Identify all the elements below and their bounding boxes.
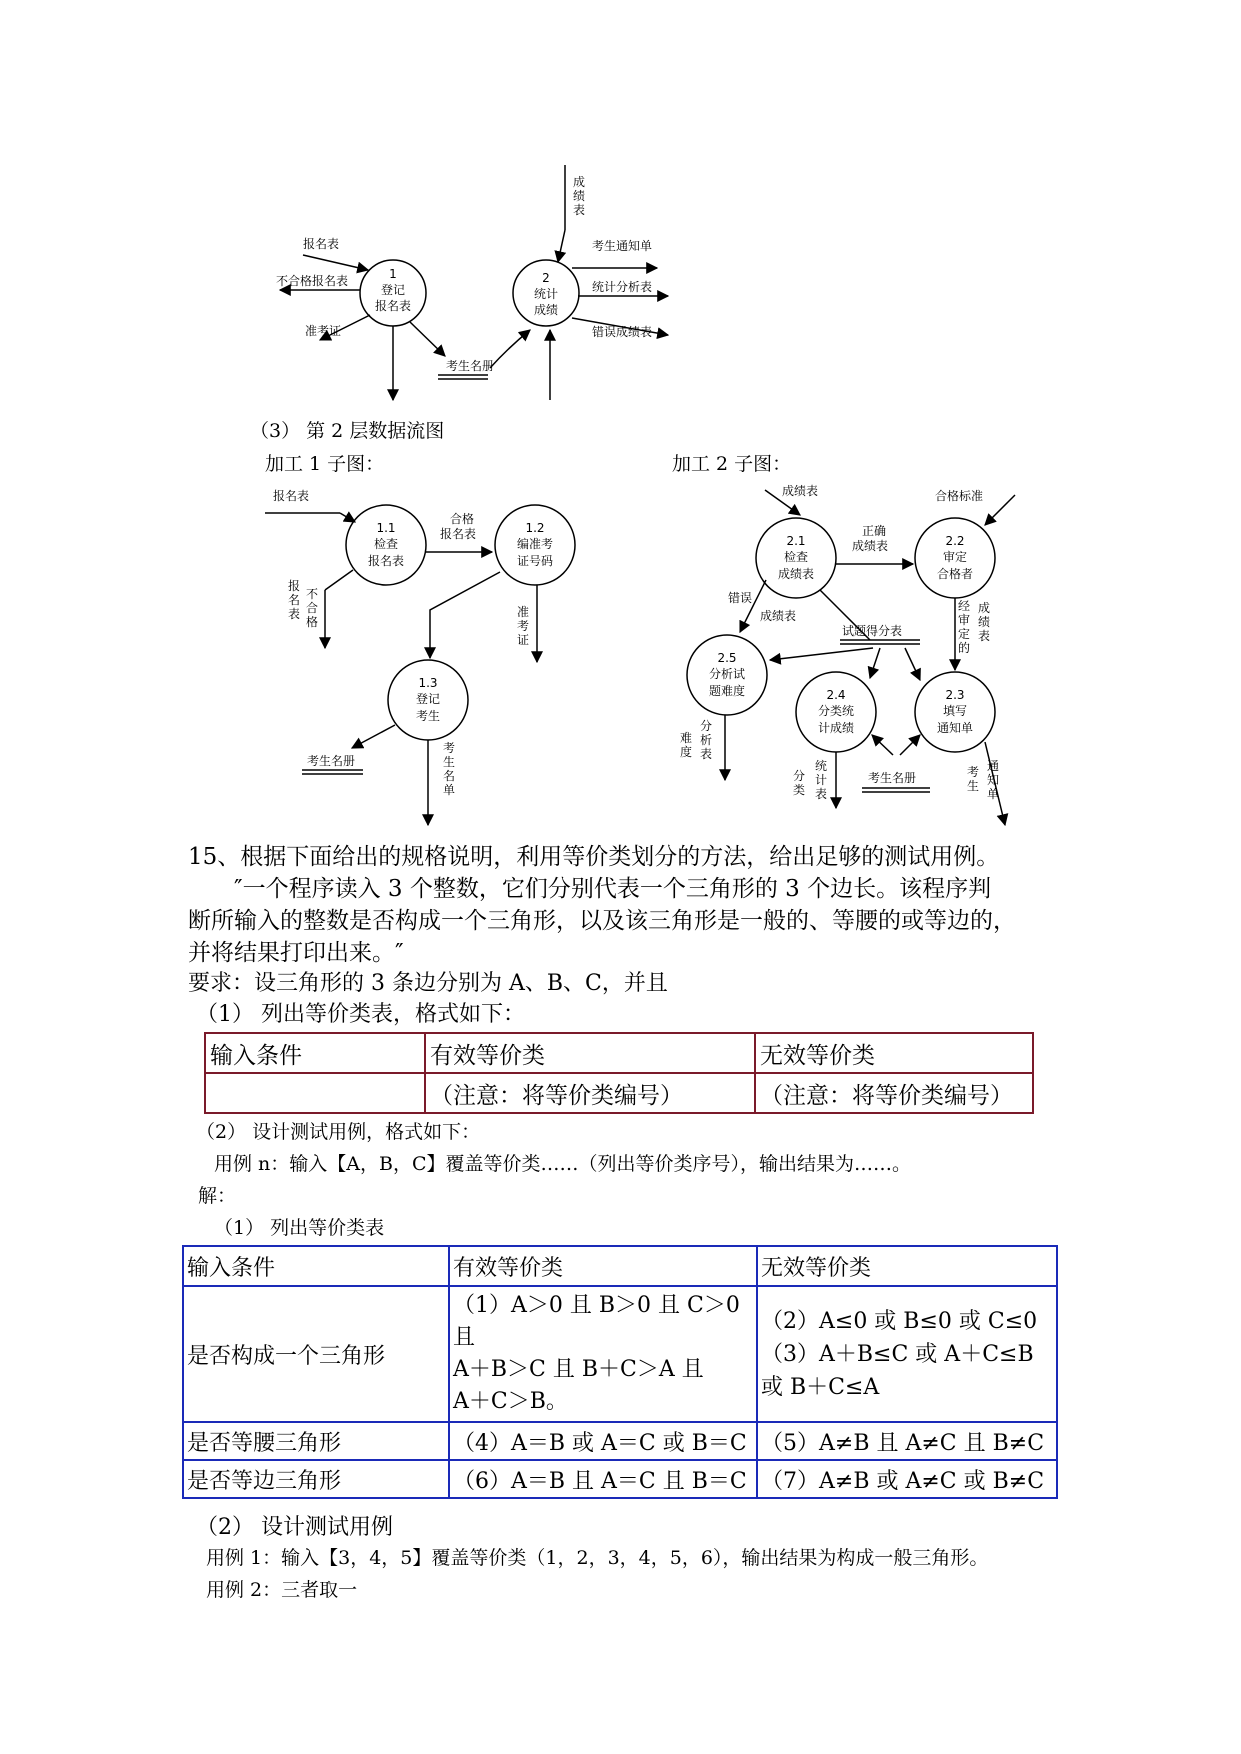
v-j4: 的 xyxy=(958,641,971,655)
p1-num: 1 xyxy=(389,267,397,281)
v-fl1: 分 xyxy=(793,769,806,783)
t1-h3: 无效等价类 xyxy=(755,1033,1033,1073)
p2-l1: 统计 xyxy=(533,287,559,301)
v-c2: 绩 xyxy=(978,615,991,629)
t1-r2: （注意：将等价类编号） xyxy=(425,1073,755,1113)
v-k1: 考 xyxy=(443,741,456,755)
t2-r1-invalid xyxy=(757,1286,1057,1422)
t1-h2: 有效等价类 xyxy=(425,1033,755,1073)
requirement: 要求：设三角形的 3 条边分别为 A、B、C，并且 xyxy=(188,971,668,996)
v-j3: 定 xyxy=(958,627,971,641)
p24-l1: 分类统 xyxy=(817,704,855,718)
v-f3: 表 xyxy=(700,747,713,761)
flow-s1-hege-2: 报名表 xyxy=(440,527,477,541)
t2-r3-invalid: （7）A≠B 或 A≠C 或 B≠C xyxy=(757,1460,1057,1498)
quote-line-1: ″一个程序读入 3 个整数，它们分别代表一个三角形的 3 个边长。该程序判 xyxy=(234,876,992,902)
p25-l1: 分析试 xyxy=(708,667,746,681)
flow-fenxibiao: 统计分析表 xyxy=(592,280,653,294)
quote-line-3: 并将结果打印出来。″ xyxy=(188,940,404,966)
valid-line-4: A＋C＞B。 xyxy=(453,1389,568,1414)
t2-h3: 无效等价类 xyxy=(757,1246,1057,1286)
equivalence-table xyxy=(182,1245,1058,1499)
p2-l2: 成绩 xyxy=(533,303,559,317)
invalid-line-2: （3）A＋B≤C 或 A＋C≤B xyxy=(761,1341,1034,1367)
answer-1: （1） 列出等价类表 xyxy=(214,1217,385,1239)
v-t2: 计 xyxy=(815,773,828,787)
answer-2: （2） 设计测试用例 xyxy=(196,1515,393,1540)
p21-l1: 检查 xyxy=(783,550,809,564)
v-n1: 难 xyxy=(680,731,693,745)
v-c1: 成 xyxy=(978,601,991,615)
flow-s2-cuowu: 错误 xyxy=(728,591,753,605)
v-z3: 证 xyxy=(517,633,530,647)
valid-line-3: A＋B＞C 且 B＋C＞A 且 xyxy=(453,1357,704,1382)
p1-l2: 报名表 xyxy=(374,299,412,313)
t2-r3-valid: （6）A＝B 且 A＝C 且 B＝C xyxy=(449,1460,757,1498)
v-a1: 报 xyxy=(288,579,301,593)
t2-r2-valid: （4）A＝B 或 A＝C 或 B＝C xyxy=(449,1422,757,1460)
p24-l2: 计成绩 xyxy=(817,721,855,735)
flow-zhunkaozheng: 准考证 xyxy=(305,324,342,338)
flow-baomingbiao: 报名表 xyxy=(303,237,340,251)
v-z1: 准 xyxy=(517,605,530,619)
v-b1: 不 xyxy=(306,587,319,601)
t2-r2-cond: 是否等腰三角形 xyxy=(183,1422,449,1460)
p22-l1: 审定 xyxy=(942,550,968,564)
invalid-line-1: （2）A≤0 或 B≤0 或 C≤0 xyxy=(761,1308,1038,1334)
p13-num: 1.3 xyxy=(418,676,438,690)
v-k2: 生 xyxy=(443,755,456,769)
requirement-2b: 用例 n：输入【A，B，C】覆盖等价类……（列出等价类序号），输出结果为……。 xyxy=(214,1153,911,1175)
valid-line-2: 且 xyxy=(453,1325,476,1350)
v-fl2: 类 xyxy=(793,783,806,797)
v-j1: 经 xyxy=(958,599,971,613)
flow-biao: 表 xyxy=(573,203,586,217)
p25-l2: 题难度 xyxy=(708,684,746,698)
v-f1: 分 xyxy=(700,719,713,733)
flow-s2-zq2: 成绩表 xyxy=(852,539,889,553)
p1-l1: 登记 xyxy=(380,283,406,297)
format-table xyxy=(204,1032,1034,1114)
p12-l1: 编准考 xyxy=(516,537,554,551)
flow-s1-baomingbiao: 报名表 xyxy=(273,489,310,503)
v-k3: 名 xyxy=(443,769,456,783)
v-tz1: 通 xyxy=(987,759,1000,773)
p22-l2: 合格者 xyxy=(936,567,974,581)
invalid-line-3: 或 B＋C≤A xyxy=(761,1374,880,1400)
v-a2: 名 xyxy=(288,593,301,607)
t2-h2: 有效等价类 xyxy=(449,1246,757,1286)
p22-num: 2.2 xyxy=(945,534,965,548)
p23-l1: 填写 xyxy=(942,704,968,718)
v-ks2: 生 xyxy=(967,779,980,793)
p2-num: 2 xyxy=(542,271,550,285)
question-15: 15、根据下面给出的规格说明，利用等价类划分的方法，给出足够的测试用例。 xyxy=(188,844,1000,870)
p21-l2: 成绩表 xyxy=(777,567,815,581)
p11-l1: 检查 xyxy=(373,537,399,551)
store-s1: 考生名册 xyxy=(307,754,356,768)
v-tz3: 单 xyxy=(987,787,1000,801)
section3-label: （3） 第 2 层数据流图 xyxy=(250,420,445,442)
v-j2: 审 xyxy=(958,613,971,627)
t1-h1: 输入条件 xyxy=(205,1033,425,1073)
p11-num: 1.1 xyxy=(376,521,396,535)
case-2: 用例 2：三者取一 xyxy=(206,1579,358,1601)
flow-ji: 绩 xyxy=(573,189,586,203)
p12-l2: 证号码 xyxy=(516,554,554,568)
v-b3: 格 xyxy=(306,615,319,629)
v-z2: 考 xyxy=(517,619,530,633)
top-dataflow-diagram xyxy=(0,0,1241,420)
jie-label: 解： xyxy=(198,1185,237,1207)
sub2-dataflow-diagram xyxy=(0,480,1241,830)
p13-l1: 登记 xyxy=(415,692,441,706)
sub1-title: 加工 1 子图： xyxy=(265,453,385,475)
flow-tongzhidan: 考生通知单 xyxy=(592,239,653,253)
v-f2: 析 xyxy=(700,733,713,747)
v-ks1: 考 xyxy=(967,765,980,779)
p12-num: 1.2 xyxy=(525,521,545,535)
p25-num: 2.5 xyxy=(717,651,737,665)
flow-cheng: 成 xyxy=(573,175,586,189)
store-s2-mingce: 考生名册 xyxy=(868,771,917,785)
v-c3: 表 xyxy=(978,629,991,643)
p23-l2: 通知单 xyxy=(936,721,974,735)
case-1: 用例 1：输入【3，4，5】覆盖等价类（1，2，3，4，5，6），输出结果为构成一般三角形。 xyxy=(206,1547,989,1569)
sub2-title: 加工 2 子图： xyxy=(672,453,792,475)
t2-r3-cond: 是否等边三角形 xyxy=(183,1460,449,1498)
store-s2-defen: 试题得分表 xyxy=(842,624,903,638)
flow-buhege: 不合格报名表 xyxy=(276,274,349,288)
flow-s2-hegebiaozhun: 合格标准 xyxy=(935,489,984,503)
v-t3: 表 xyxy=(815,787,828,801)
v-n2: 度 xyxy=(680,745,693,759)
v-t1: 统 xyxy=(815,759,828,773)
t2-r1-valid xyxy=(449,1286,757,1422)
t2-r2-invalid: （5）A≠B 且 A≠C 且 B≠C xyxy=(757,1422,1057,1460)
flow-s2-chengjibiao: 成绩表 xyxy=(782,484,819,498)
t2-h1: 输入条件 xyxy=(183,1246,449,1286)
p24-num: 2.4 xyxy=(826,688,846,702)
t2-r1-cond: 是否构成一个三角形 xyxy=(183,1286,449,1422)
store-kaosheng: 考生名册 xyxy=(446,359,495,373)
flow-cuowu: 错误成绩表 xyxy=(592,325,653,339)
valid-line-1: （1）A＞0 且 B＞0 且 C＞0 xyxy=(453,1293,740,1318)
p23-num: 2.3 xyxy=(945,688,965,702)
flow-s1-hege-1: 合格 xyxy=(450,512,475,526)
p21-num: 2.1 xyxy=(786,534,806,548)
requirement-1: （1） 列出等价类表，格式如下： xyxy=(196,1002,525,1027)
requirement-2: （2） 设计测试用例，格式如下： xyxy=(196,1121,481,1143)
v-a3: 表 xyxy=(288,607,301,621)
t1-r1 xyxy=(205,1073,425,1113)
quote-line-2: 断所输入的整数是否构成一个三角形，以及该三角形是一般的、等腰的或等边的， xyxy=(188,908,1016,934)
v-k4: 单 xyxy=(443,783,456,797)
flow-s2-cuowu2: 成绩表 xyxy=(760,609,797,623)
v-b2: 合 xyxy=(306,601,319,615)
p11-l2: 报名表 xyxy=(367,554,405,568)
v-tz2: 知 xyxy=(987,773,1000,787)
t1-r3: （注意：将等价类编号） xyxy=(755,1073,1033,1113)
flow-s2-zq1: 正确 xyxy=(862,524,887,538)
p13-l2: 考生 xyxy=(415,709,441,723)
